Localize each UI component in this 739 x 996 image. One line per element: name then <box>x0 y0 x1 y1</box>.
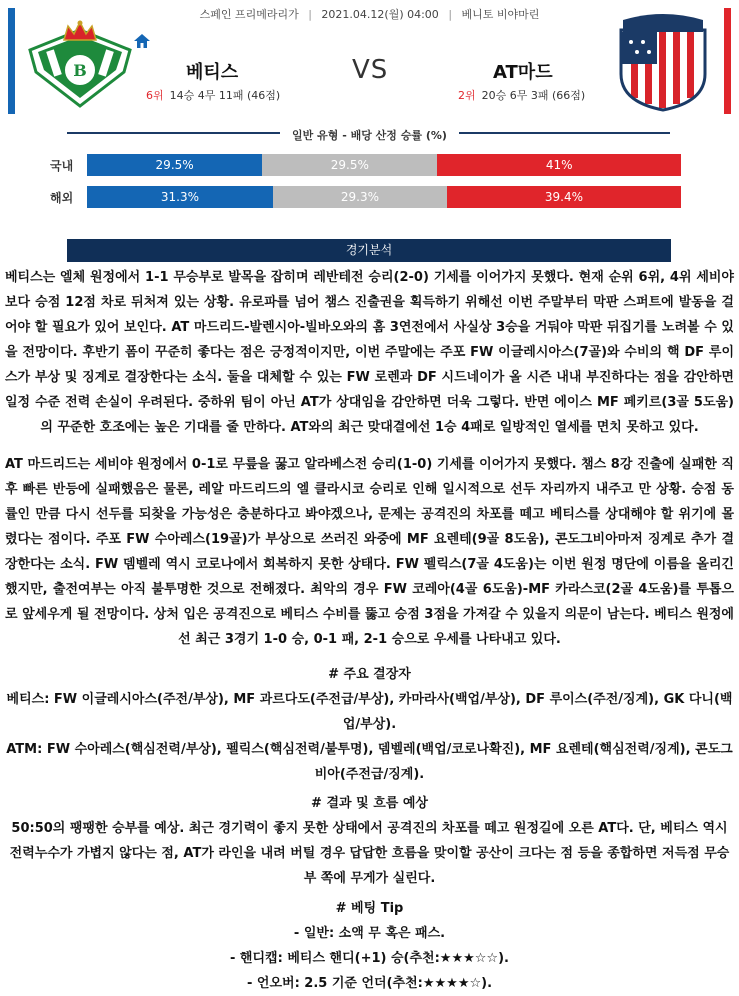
tip-item: - 일반: 소액 무 혹은 패스. <box>293 926 446 941</box>
home-analysis-paragraph: 베티스는 엘체 원정에서 1-1 무승부로 발목을 잡히며 레반테전 승리(2-0) 기세를 이어가지 못했다. 현재 순위 6위, 4위 세비야보다 승점 12점 차로 뒤처져 있는 상황. 유로파를 넘어 챔스 진출권을 획득하기 위해선 이번 주말부터 막판 스퍼트에 발동을 걸어야 할 필요가 있어 보인다. AT 마드리드-발렌시아-빌바오와의 홈 3연전에서 사실상 3승을 거둬야 막판 뒤집기를 노려볼 수 있을 전망이다. 후반기 폼이 꾸준히 좋다는 점은 긍정적이지만, 이번 주말에는 주포 FW 이글레시아스(7골)와 수비의 핵 DF 루이스가 부상 및 징계로 결장한다는 소식. 둘을 대체할 수 있는 FW 로렌과 DF 시드네이가 올 시즌 내내 부진하다는 점을 감안하면 일정 수준 전력 손실이 우려된다. 중하위 팀이 아닌 AT가 상대임을 감안하면 더욱 그렇다. 반면 에이스 MF 페키르(3골 5도움)의 꾸준한 호조에는 높은 기대를 줄 만하다. AT와의 최근 맞대결에선 1승 4패로 일방적인 열세를 면치 못하고 있다. <box>5 270 734 435</box>
injuries-home: 베티스: FW 이글레시아스(주전/부상), MF 과르다도(주전급/부상), 카마라사(백업/부상), DF 루이스(주전/징계), GK 다니(백업/부상). <box>6 692 733 732</box>
odds-home-segment: 31.3% <box>87 186 273 208</box>
odds-row-label-domestic: 국내 <box>50 159 74 173</box>
league-name: 스페인 프리메라리가 <box>199 8 299 21</box>
odds-draw-segment: 29.3% <box>273 186 447 208</box>
odds-away-segment: 41% <box>437 154 681 176</box>
home-record <box>146 87 280 103</box>
home-team-name: 베티스 <box>186 62 239 83</box>
odds-home-segment: 29.5% <box>87 154 262 176</box>
betis-crest-icon <box>28 20 132 108</box>
result-title: # 결과 및 흐름 예상 <box>311 796 428 811</box>
injuries-section <box>5 662 734 787</box>
result-text: 50:50의 팽팽한 승부를 예상. 최근 경기력이 좋지 못한 상태에서 공격진의 차포를 떼고 원정길에 오른 AT다. 단, 베티스 역시 전력누수가 가볍지 않다는 점, AT가 라인을 내려 버틸 경우 답답한 흐름을 맞이할 공산이 크다는 점 등을 종합하면 저득점 무승부 쪽에 무게가 실린다. <box>9 821 730 886</box>
away-record <box>458 87 585 103</box>
injuries-title: # 주요 결장자 <box>328 667 411 682</box>
away-record-text: 20승 6무 3패 (66점) <box>481 89 586 102</box>
injuries-away: ATM: FW 수아레스(핵심전력/부상), 펠릭스(핵심전력/불투명), 뎀벨레(백업/코로나확진), MF 요렌테(핵심전력/징계), 콘도그비아(주전급/징계). <box>6 742 733 782</box>
match-datetime: 2021.04.12(월) 04:00 <box>321 8 439 21</box>
svg-text:B: B <box>73 61 87 80</box>
odds-title: 일반 유형 - 배당 산정 승률 (%) <box>0 124 739 143</box>
home-accent-bar <box>8 8 15 114</box>
match-venue: 베니토 비야마린 <box>461 8 540 21</box>
vs-label: VS <box>352 55 389 85</box>
odds-row-label-overseas: 해외 <box>50 191 74 205</box>
away-analysis-paragraph: AT 마드리드는 세비야 원정에서 0-1로 무릎을 꿇고 알라베스전 승리(1-0) 기세를 이어가지 못했다. 챔스 8강 진출에 실패한 직후 빠른 반등에 실패했음은 물론, 레알 마드리드의 엘 클라시코 승리로 인해 일시적으로 선두 자리까지 내주고 만 상황. 승점 동률인 만큼 다시 선두를 되찾을 가능성은 충분하다고 봐야겠으나, 문제는 공격진의 차포를 떼고 베티스를 상대해야 할 위기에 몰렸다는 점이다. 주포 FW 수아레스(19골)가 부상으로 쓰러진 와중에 MF 요렌테(9골 8도움), 콘도그비아마저 징계로 추가 결장한다는 소식. FW 뎀벨레 역시 코로나에서 회복하지 못한 상태다. FW 펠릭스(7골 4도움)는 이번 원정 명단에 이름을 올리긴 했지만, 출전여부는 아직 불투명한 것으로 전해졌다. 최악의 경우 FW 코레아(4골 6도움)-MF 카라스코(2골 4도움)를 투톱으로 앞세우게 될 전망이다. 상처 입은 공격진으로 베티스 수비를 뚫고 승점 3점을 가져갈 수 있을지 의문이 남는다. 베티스 원정에선 최근 3경기 1-0 승, 0-1 패, 2-1 승으로 우세를 나타내고 있다. <box>5 457 734 647</box>
atletico-crest-icon <box>617 12 709 112</box>
odds-bar-overseas <box>87 186 681 208</box>
away-accent-bar <box>724 8 731 114</box>
away-rank: 2위 <box>458 89 476 102</box>
match-meta: 스페인 프리메라리가 | 2021.04.12(월) 04:00 | 베니토 비야마린 <box>199 8 540 21</box>
odds-away-segment: 39.4% <box>447 186 681 208</box>
home-rank: 6위 <box>146 89 164 102</box>
tips-title: # 베팅 Tip <box>335 901 404 916</box>
tip-item: - 언오버: 2.5 기준 언더(추천:★★★★☆). <box>246 976 493 991</box>
away-team-name: AT마드 <box>493 62 553 83</box>
analysis-header: 경기분석 <box>67 239 671 262</box>
home-icon <box>134 34 150 48</box>
tips-section <box>5 896 734 996</box>
odds-bar-domestic <box>87 154 681 176</box>
tip-item: - 핸디캡: 베티스 핸디(+1) 승(추천:★★★☆☆). <box>230 951 509 966</box>
result-section <box>5 791 734 891</box>
odds-draw-segment: 29.5% <box>262 154 437 176</box>
home-record-text: 14승 4무 11패 (46점) <box>169 89 281 102</box>
